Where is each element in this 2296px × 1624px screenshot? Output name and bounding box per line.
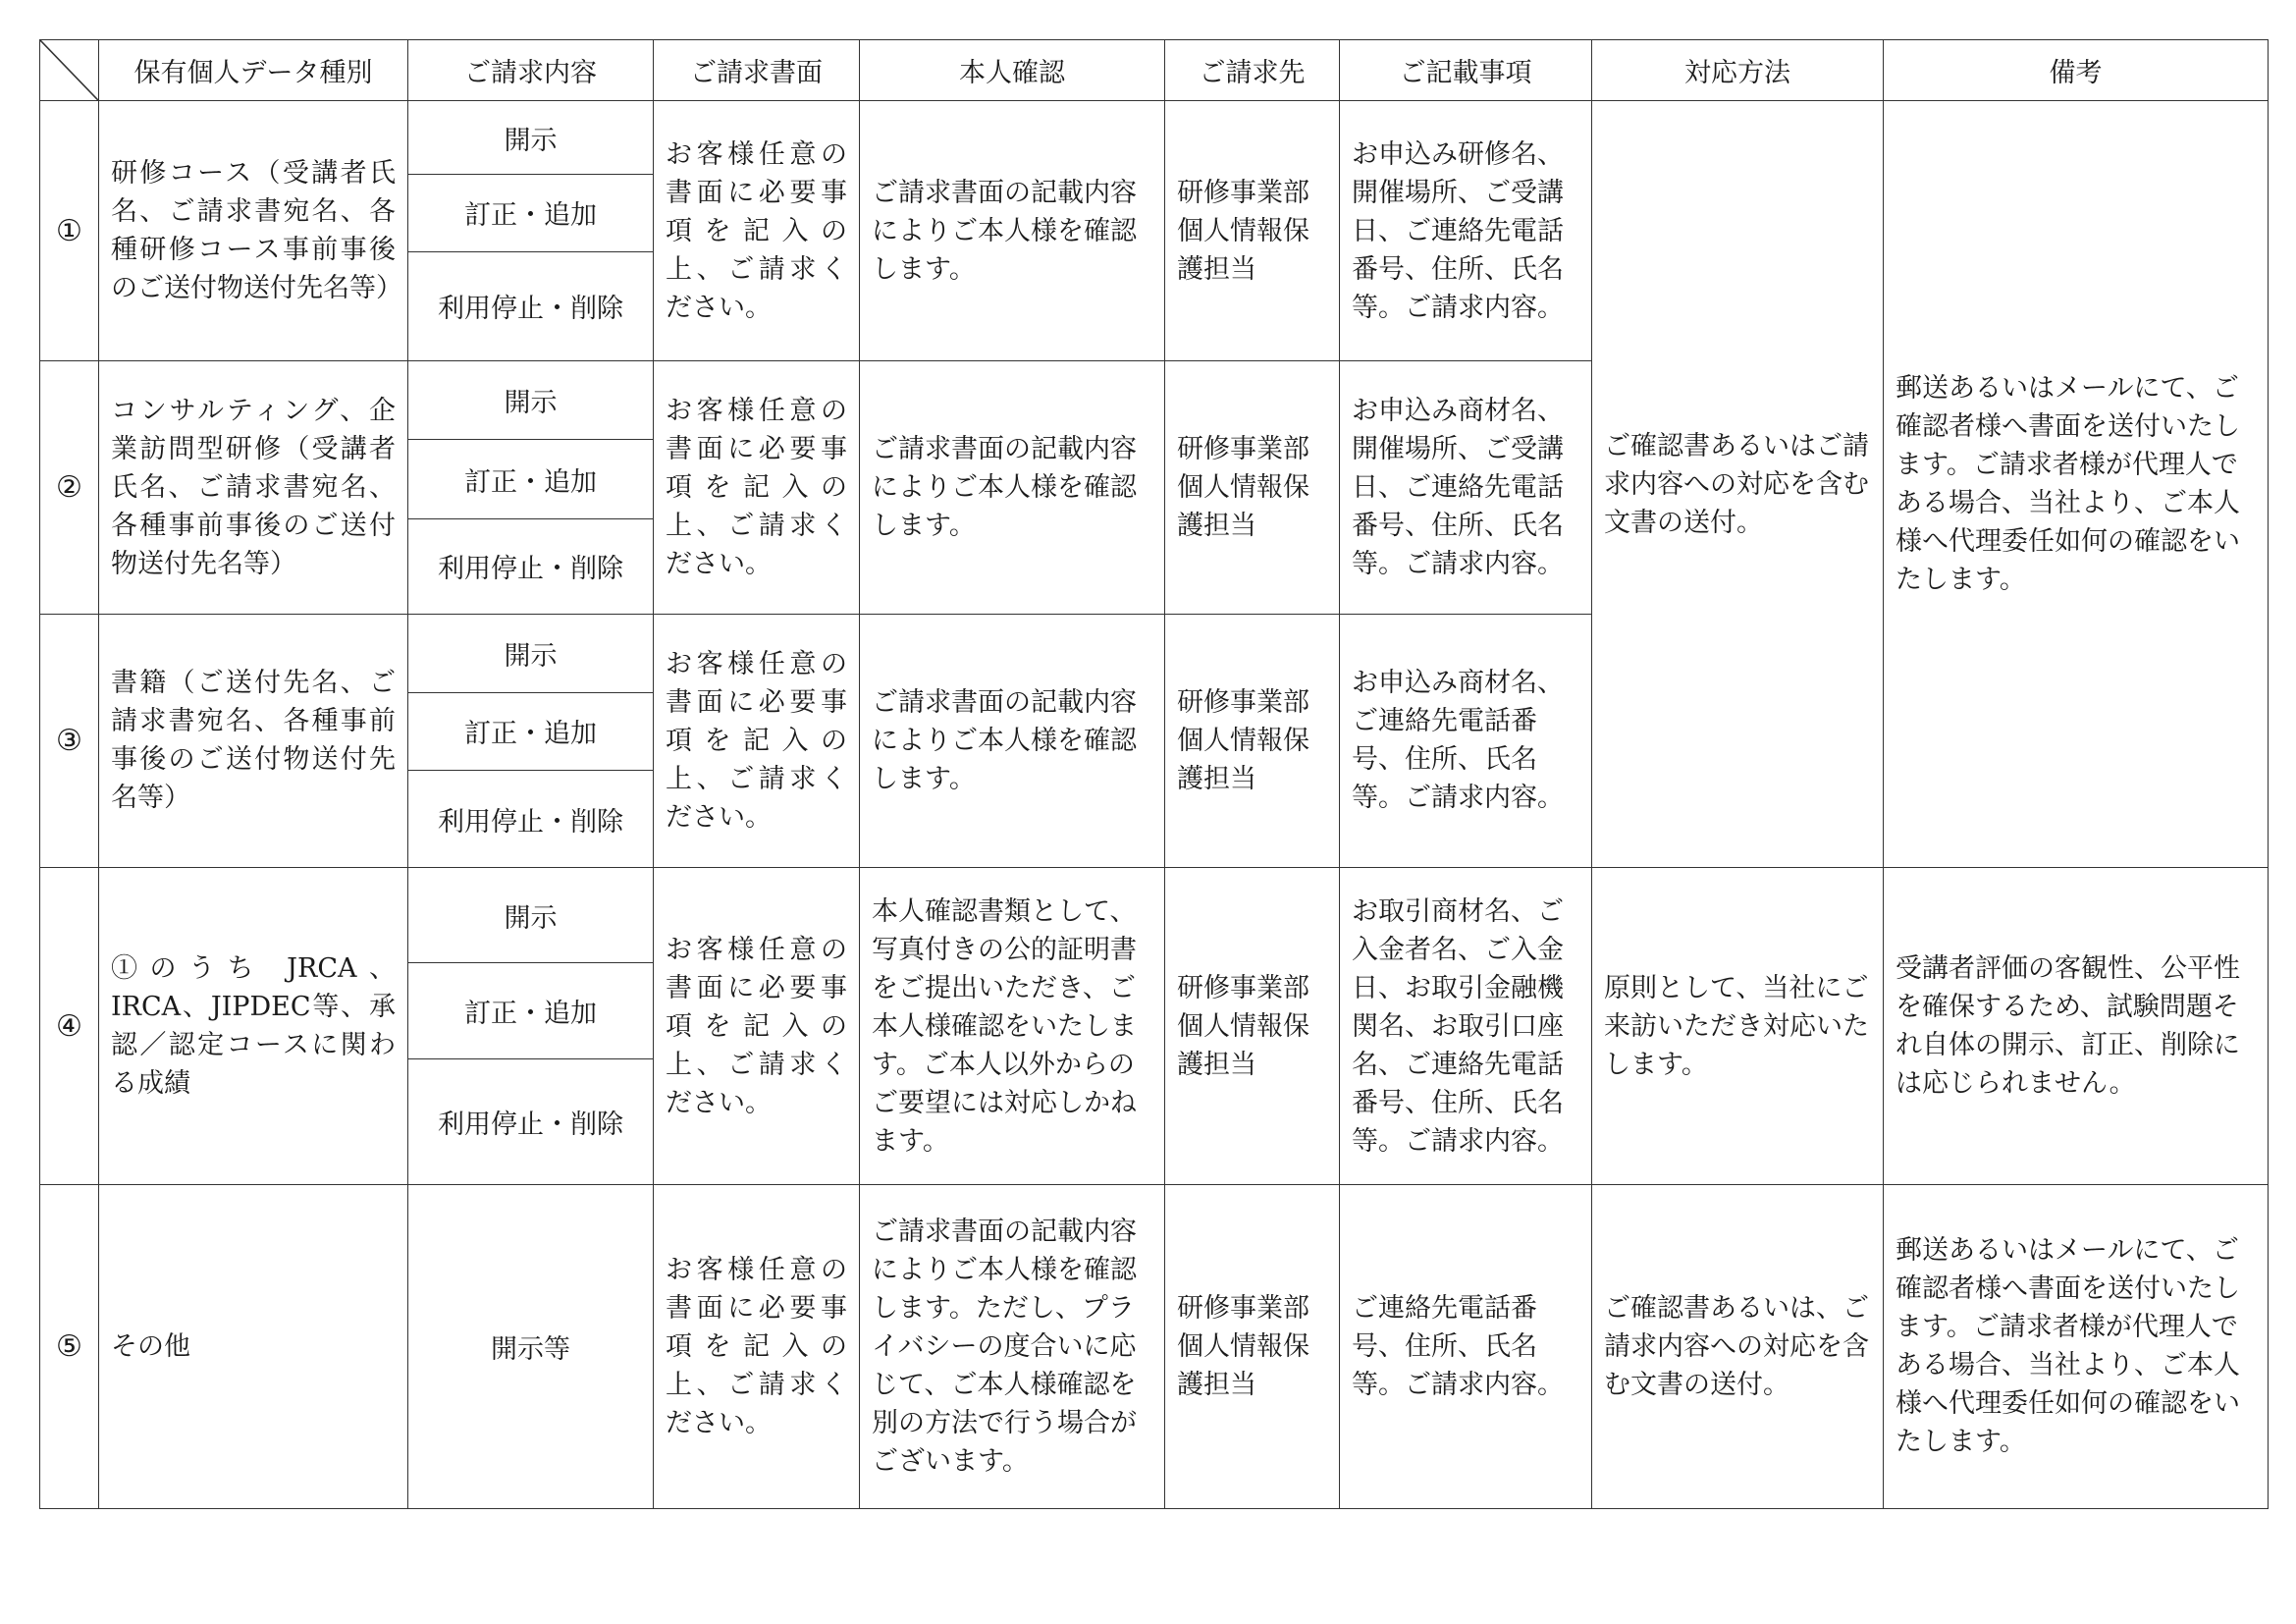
row-number: ⑤ <box>40 1184 99 1508</box>
corner-diagonal-cell <box>40 40 99 101</box>
request-document-cell: お客様任意の書面に必要事項を記入の上、ご請求ください。 <box>654 868 860 1185</box>
identity-check-cell: ご請求書面の記載内容によりご本人様を確認します。 <box>860 614 1165 868</box>
header-data-type: 保有個人データ種別 <box>99 40 408 101</box>
data-type-cell: ①のうち JRCA、IRCA、JIPDEC等、承認／認定コースに関わる成績 <box>99 868 408 1185</box>
personal-data-request-table <box>39 39 2269 1509</box>
data-type-cell: 書籍（ご送付先名、ご請求書宛名、各種事前事後のご送付物送付先名等） <box>99 614 408 868</box>
identity-check-cell: ご請求書面の記載内容によりご本人様を確認します。 <box>860 360 1165 614</box>
row-number: ③ <box>40 614 99 868</box>
header-required-items: ご記載事項 <box>1340 40 1592 101</box>
header-identity-check: 本人確認 <box>860 40 1165 101</box>
table-row <box>40 101 2269 175</box>
request-disclosure: 開示 <box>408 360 654 439</box>
request-disclosure-etc: 開示等 <box>408 1184 654 1508</box>
table-row <box>40 1184 2269 1508</box>
request-correction: 訂正・追加 <box>408 692 654 770</box>
destination-cell: 研修事業部個人情報保護担当 <box>1165 868 1340 1185</box>
response-method-cell: ご確認書あるいは、ご請求内容への対応を含む文書の送付。 <box>1592 1184 1884 1508</box>
remarks-cell: 郵送あるいはメールにて、ご確認者様へ書面を送付いたします。ご請求者様が代理人である場合、当社より、ご本人様へ代理委任如何の確認をいたします。 <box>1884 1184 2269 1508</box>
data-type-cell: コンサルティング、企業訪問型研修（受講者氏名、ご請求書宛名、各種事前事後のご送付物送付先名等） <box>99 360 408 614</box>
row-number: ④ <box>40 868 99 1185</box>
destination-cell: 研修事業部個人情報保護担当 <box>1165 101 1340 361</box>
request-document-cell: お客様任意の書面に必要事項を記入の上、ご請求ください。 <box>654 614 860 868</box>
header-remarks: 備考 <box>1884 40 2269 101</box>
identity-check-cell: 本人確認書類として、写真付きの公的証明書をご提出いただき、ご本人様確認をいたします。ご本人以外からのご要望には対応しかねます。 <box>860 868 1165 1185</box>
required-items-cell: ご連絡先電話番号、住所、氏名等。ご請求内容。 <box>1340 1184 1592 1508</box>
request-stop-delete: 利用停止・削除 <box>408 519 654 614</box>
request-disclosure: 開示 <box>408 868 654 963</box>
required-items-cell: お申込み商材名、ご連絡先電話番号、住所、氏名等。ご請求内容。 <box>1340 614 1592 868</box>
destination-cell: 研修事業部個人情報保護担当 <box>1165 614 1340 868</box>
identity-check-cell: ご請求書面の記載内容によりご本人様を確認します。ただし、プライバシーの度合いに応じて、ご本人様確認を別の方法で行う場合がございます。 <box>860 1184 1165 1508</box>
required-items-cell: お申込み研修名、開催場所、ご受講日、ご連絡先電話番号、住所、氏名等。ご請求内容。 <box>1340 101 1592 361</box>
header-request-document: ご請求書面 <box>654 40 860 101</box>
header-response-method: 対応方法 <box>1592 40 1884 101</box>
required-items-cell: お申込み商材名、開催場所、ご受講日、ご連絡先電話番号、住所、氏名等。ご請求内容。 <box>1340 360 1592 614</box>
request-correction: 訂正・追加 <box>408 175 654 251</box>
destination-cell: 研修事業部個人情報保護担当 <box>1165 1184 1340 1508</box>
request-document-cell: お客様任意の書面に必要事項を記入の上、ご請求ください。 <box>654 101 860 361</box>
request-document-cell: お客様任意の書面に必要事項を記入の上、ご請求ください。 <box>654 360 860 614</box>
data-type-cell: その他 <box>99 1184 408 1508</box>
row-number: ② <box>40 360 99 614</box>
request-document-cell: お客様任意の書面に必要事項を記入の上、ご請求ください。 <box>654 1184 860 1508</box>
remarks-cell: 受講者評価の客観性、公平性を確保するため、試験問題それ自体の開示、訂正、削除には応じられません。 <box>1884 868 2269 1185</box>
response-method-shared-cell: ご確認書あるいはご請求内容への対応を含む文書の送付。 <box>1592 101 1884 868</box>
header-row <box>40 40 2269 101</box>
request-stop-delete: 利用停止・削除 <box>408 1058 654 1184</box>
identity-check-cell: ご請求書面の記載内容によりご本人様を確認します。 <box>860 101 1165 361</box>
request-correction: 訂正・追加 <box>408 440 654 519</box>
destination-cell: 研修事業部個人情報保護担当 <box>1165 360 1340 614</box>
remarks-shared-cell: 郵送あるいはメールにて、ご確認者様へ書面を送付いたします。ご請求者様が代理人である場合、当社より、ご本人様へ代理委任如何の確認をいたします。 <box>1884 101 2269 868</box>
request-disclosure: 開示 <box>408 101 654 175</box>
header-destination: ご請求先 <box>1165 40 1340 101</box>
required-items-cell: お取引商材名、ご入金者名、ご入金日、お取引金融機関名、お取引口座名、ご連絡先電話番号、住所、氏名等。ご請求内容。 <box>1340 868 1592 1185</box>
table-row <box>40 868 2269 963</box>
row-number: ① <box>40 101 99 361</box>
request-stop-delete: 利用停止・削除 <box>408 770 654 867</box>
request-disclosure: 開示 <box>408 614 654 692</box>
data-type-cell: 研修コース（受講者氏名、ご請求書宛名、各種研修コース事前事後のご送付物送付先名等） <box>99 101 408 361</box>
response-method-cell: 原則として、当社にご来訪いただき対応いたします。 <box>1592 868 1884 1185</box>
header-request-content: ご請求内容 <box>408 40 654 101</box>
request-correction: 訂正・追加 <box>408 963 654 1058</box>
request-stop-delete: 利用停止・削除 <box>408 251 654 360</box>
